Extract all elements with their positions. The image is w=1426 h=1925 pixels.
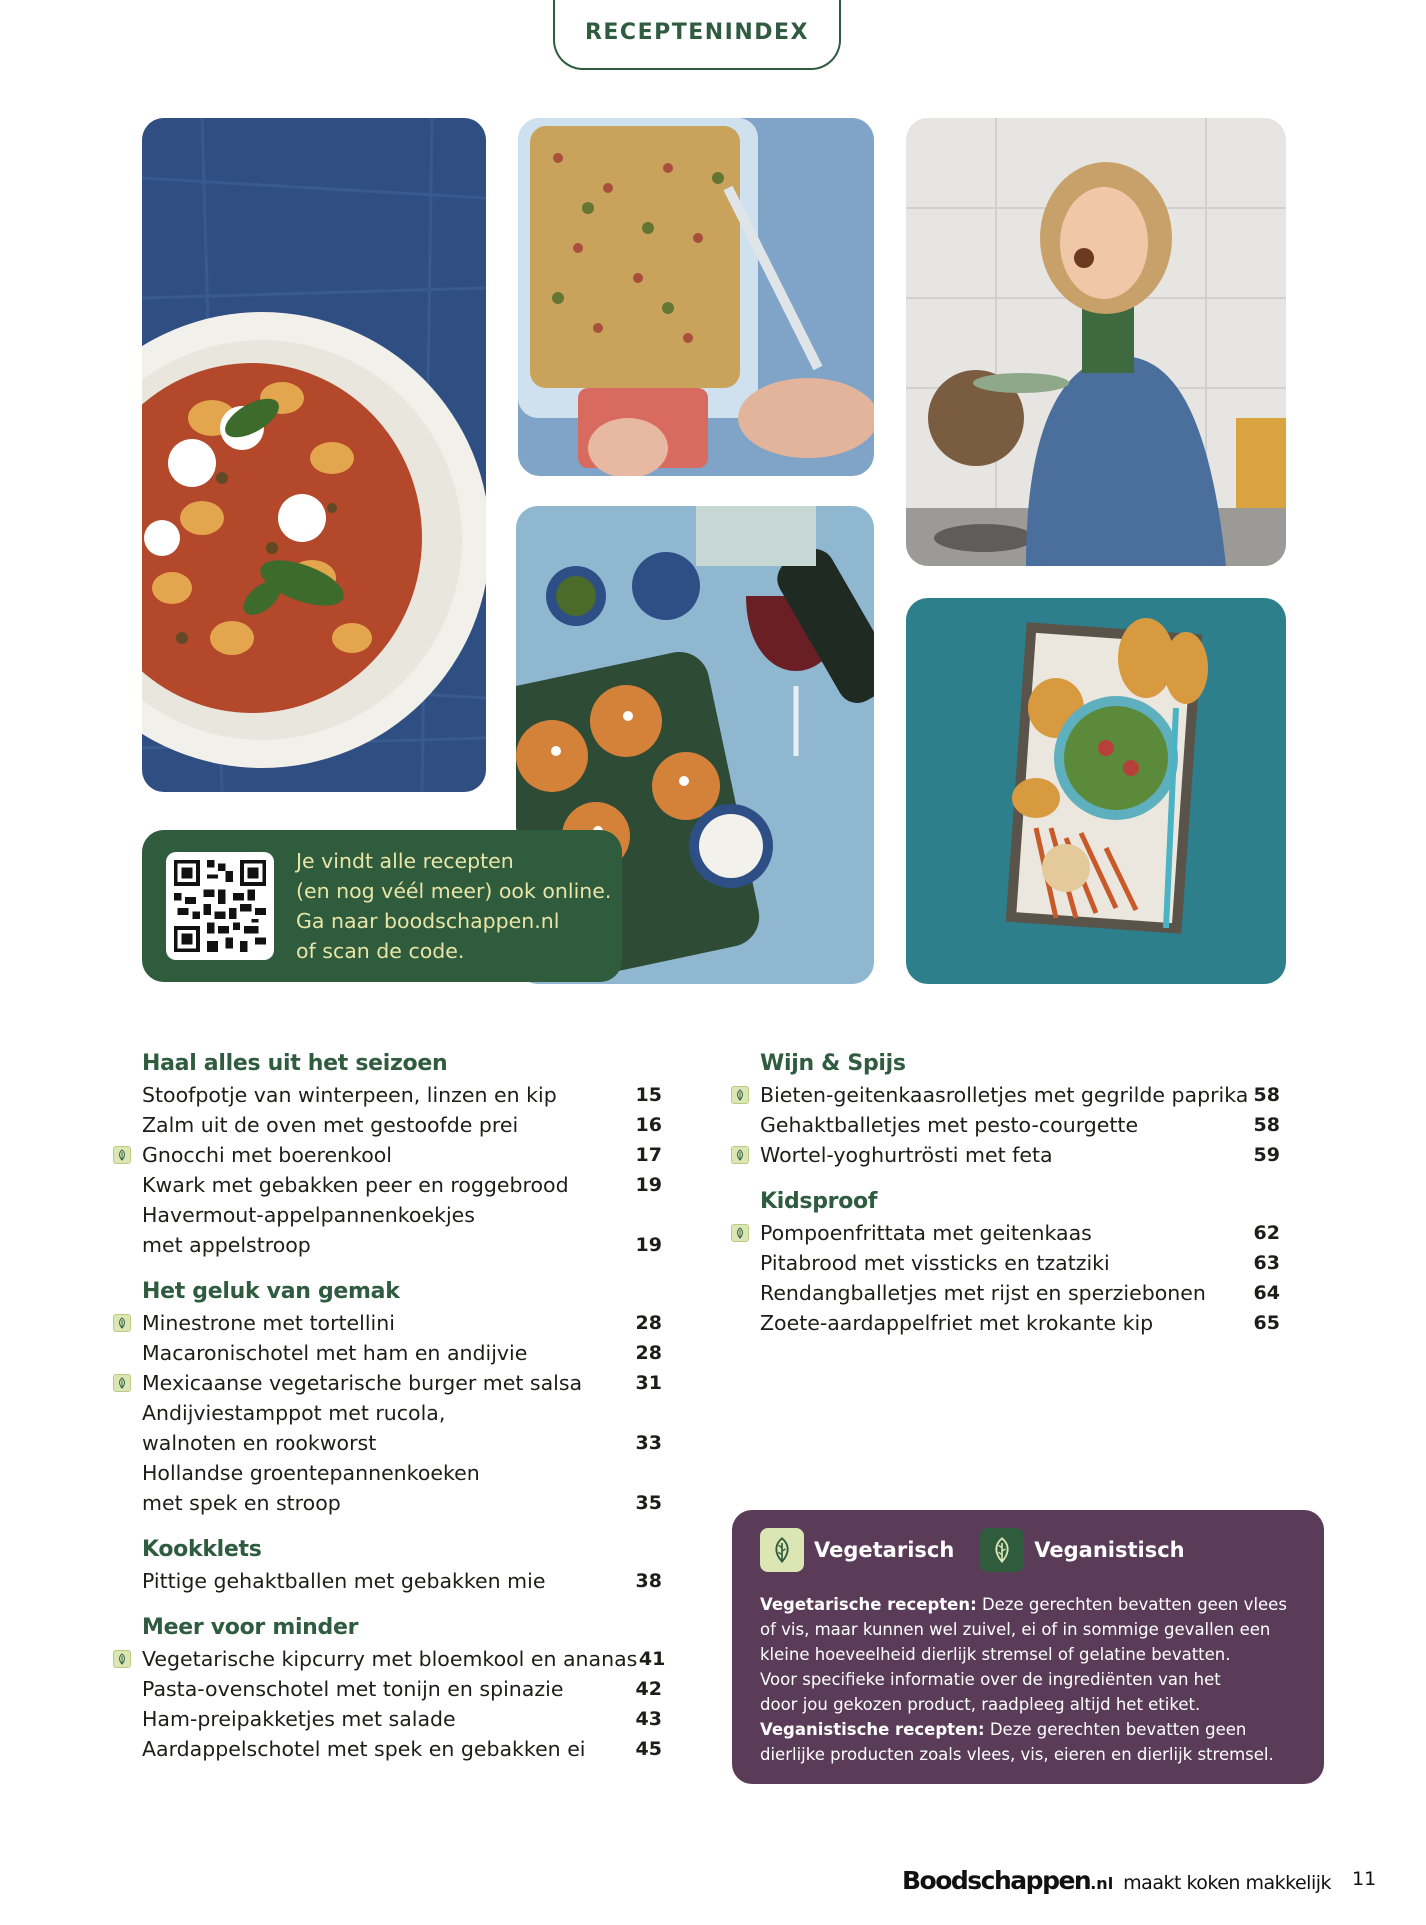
recipe-title xyxy=(142,1140,392,1170)
recipe-title-line: Pasta-ovenschotel met tonijn en spinazie xyxy=(142,1677,564,1701)
recipe-section xyxy=(142,1048,662,1260)
recipe-page-number: 58 xyxy=(1253,1084,1280,1106)
recipe-title-line: met appelstroop xyxy=(142,1233,311,1257)
recipe-entry[interactable] xyxy=(760,1308,1280,1338)
online-text-line: (en nog véél meer) ook online. xyxy=(296,879,612,903)
recipe-entry[interactable] xyxy=(142,1110,662,1140)
recipe-index-right-column xyxy=(760,1048,1280,1354)
recipe-title-line: Wortel-yoghurtrösti met feta xyxy=(760,1143,1053,1167)
recipe-entry[interactable] xyxy=(760,1248,1280,1278)
vegetarian-label: Vegetarisch xyxy=(814,1538,955,1562)
vegetarian-leaf-icon xyxy=(113,1374,131,1392)
legend-line-heading: Veganistische recepten: xyxy=(760,1720,985,1739)
recipe-title-line: Gnocchi met boerenkool xyxy=(142,1143,392,1167)
section-heading: Het geluk van gemak xyxy=(142,1279,400,1304)
online-recipes-box xyxy=(142,830,622,982)
legend-line-text: Deze gerechten bevatten geen vlees xyxy=(976,1595,1287,1614)
legend-line xyxy=(760,1592,1302,1617)
recipe-entry[interactable] xyxy=(760,1140,1280,1170)
recipe-title-line: Rendangballetjes met rijst en sperziebonen xyxy=(760,1281,1206,1305)
recipe-entry[interactable] xyxy=(760,1110,1280,1140)
recipe-section xyxy=(142,1612,666,1764)
recipe-title-line: Macaronischotel met ham en andijvie xyxy=(142,1341,528,1365)
legend-line xyxy=(760,1617,1302,1642)
recipe-title-line: Mexicaanse vegetarische burger met salsa xyxy=(142,1371,583,1395)
recipe-title xyxy=(142,1338,527,1368)
recipe-entry[interactable] xyxy=(142,1080,662,1110)
recipe-title xyxy=(760,1080,1248,1110)
recipe-page-number: 38 xyxy=(635,1570,662,1592)
recipe-page-number: 28 xyxy=(635,1312,662,1334)
recipe-entry[interactable] xyxy=(760,1080,1280,1110)
section-heading: Kidsproof xyxy=(760,1189,878,1214)
recipe-title xyxy=(142,1704,456,1734)
recipe-page-number: 17 xyxy=(635,1144,662,1166)
recipe-title xyxy=(760,1218,1092,1248)
section-heading: Haal alles uit het seizoen xyxy=(142,1051,448,1076)
recipe-title xyxy=(142,1398,445,1458)
recipe-title-line: Pitabrood met vissticks en tzatziki xyxy=(760,1251,1110,1275)
recipe-page-number: 59 xyxy=(1253,1144,1280,1166)
legend-line xyxy=(760,1742,1302,1767)
legend-line-text: door jou gekozen product, raadpleeg altijd het etiket. xyxy=(760,1695,1201,1714)
recipe-title-line: Havermout-appelpannenkoekjes xyxy=(142,1203,475,1227)
recipe-section xyxy=(760,1048,1280,1170)
legend-line-heading: Vegetarische recepten: xyxy=(760,1595,977,1614)
recipe-title xyxy=(142,1674,563,1704)
legend-line-text: of vis, maar kunnen wel zuivel, ei of in sommige gevallen een xyxy=(760,1620,1271,1639)
recipe-section xyxy=(142,1534,662,1596)
recipe-title-line: Hollandse groentepannenkoeken xyxy=(142,1461,480,1485)
vegan-label: Veganistisch xyxy=(1034,1538,1185,1562)
recipe-title-line: Vegetarische kipcurry met bloemkool en ananas xyxy=(142,1647,638,1671)
recipe-title-line: Minestrone met tortellini xyxy=(142,1311,395,1335)
recipe-title-line: Bieten-geitenkaasrolletjes met gegrilde paprika xyxy=(760,1083,1249,1107)
recipe-entry[interactable] xyxy=(142,1644,666,1674)
pasta-ovenschotel-photo xyxy=(518,118,874,476)
vegetarian-leaf-icon xyxy=(113,1146,131,1164)
recipe-title xyxy=(142,1110,518,1140)
recipe-entry[interactable] xyxy=(142,1398,662,1458)
recipe-page-number: 15 xyxy=(635,1084,662,1106)
page-number: 11 xyxy=(1352,1868,1377,1890)
recipe-title xyxy=(760,1308,1153,1338)
online-recipes-text xyxy=(296,846,611,966)
woman-eating-photo xyxy=(906,118,1286,566)
recipe-page-number: 64 xyxy=(1253,1282,1280,1304)
recipe-page-number: 62 xyxy=(1253,1222,1280,1244)
vegetarian-leaf-icon xyxy=(731,1224,749,1242)
recipe-title-line: Gehaktballetjes met pesto-courgette xyxy=(760,1113,1139,1137)
recipe-title-line: Stoofpotje van winterpeen, linzen en kip xyxy=(142,1083,557,1107)
recipe-title xyxy=(142,1368,582,1398)
recipe-page-number: 41 xyxy=(638,1648,666,1670)
brand-tagline: maakt koken makkelijk xyxy=(1123,1872,1332,1894)
recipe-section xyxy=(760,1186,1280,1338)
recipe-section xyxy=(142,1276,662,1518)
recipe-entry[interactable] xyxy=(142,1674,662,1704)
legend-line xyxy=(760,1717,1302,1742)
recipe-page-number: 28 xyxy=(635,1342,662,1364)
brand-logo-tld: .nl xyxy=(1090,1874,1114,1893)
recipe-title xyxy=(760,1110,1138,1140)
recipe-title-line: met spek en stroop xyxy=(142,1491,341,1515)
recipe-entry[interactable] xyxy=(142,1704,662,1734)
vegetarian-leaf-icon xyxy=(113,1314,131,1332)
recipe-page-number: 35 xyxy=(635,1492,662,1514)
recipe-title xyxy=(760,1278,1206,1308)
legend-line xyxy=(760,1642,1302,1667)
section-title: RECEPTENINDEX xyxy=(584,19,810,45)
section-heading: Wijn & Spijs xyxy=(760,1051,906,1076)
section-header-tab xyxy=(553,0,841,70)
recipe-title-line: Pompoenfrittata met geitenkaas xyxy=(760,1221,1092,1245)
recipe-title-line: Andijviestamppot met rucola, xyxy=(142,1401,446,1425)
vegetarian-leaf-icon xyxy=(731,1146,749,1164)
online-text-line: Ga naar boodschappen.nl xyxy=(296,909,560,933)
legend-description xyxy=(760,1592,1302,1767)
recipe-title xyxy=(142,1458,480,1518)
online-text-line: of scan de code. xyxy=(296,939,465,963)
recipe-entry[interactable] xyxy=(142,1368,662,1398)
vegetarian-leaf-icon xyxy=(760,1528,804,1572)
legend-line-text: dierlijke producten zoals vlees, vis, eieren en dierlijk stremsel. xyxy=(760,1745,1274,1764)
recipe-page-number: 42 xyxy=(635,1678,662,1700)
vegetarian-leaf-icon xyxy=(731,1086,749,1104)
recipe-page-number: 58 xyxy=(1253,1114,1280,1136)
recipe-title-line: Ham-preipakketjes met salade xyxy=(142,1707,456,1731)
recipe-entry[interactable] xyxy=(142,1566,662,1596)
section-heading: Kookklets xyxy=(142,1537,262,1562)
recipe-index-left-column xyxy=(142,1048,666,1780)
diet-legend-box xyxy=(732,1510,1324,1784)
recipe-page-number: 33 xyxy=(635,1432,662,1454)
recipe-page-number: 65 xyxy=(1253,1312,1280,1334)
vegan-leaf-icon xyxy=(980,1528,1024,1572)
recipe-entry[interactable] xyxy=(760,1278,1280,1308)
recipe-title-line: Kwark met gebakken peer en roggebrood xyxy=(142,1173,569,1197)
recipe-entry[interactable] xyxy=(142,1308,662,1338)
recipe-page-number: 19 xyxy=(635,1234,662,1256)
recipe-title xyxy=(142,1644,637,1674)
brand-logo: Boodschappen xyxy=(902,1866,1091,1895)
legend-line-text: Deze gerechten bevatten geen xyxy=(984,1720,1247,1739)
qr-code[interactable] xyxy=(166,852,274,960)
legend-line-text: kleine hoeveelheid dierlijk stremsel of gelatine bevatten. xyxy=(760,1645,1231,1664)
recipe-entry[interactable] xyxy=(142,1140,662,1170)
recipe-page-number: 43 xyxy=(635,1708,662,1730)
gnocchi-dish-photo xyxy=(142,118,486,792)
recipe-title xyxy=(760,1140,1053,1170)
online-text-line: Je vindt alle recepten xyxy=(296,849,514,873)
recipe-entry[interactable] xyxy=(142,1458,662,1518)
legend-line xyxy=(760,1667,1302,1692)
recipe-title-line: Zoete-aardappelfriet met krokante kip xyxy=(760,1311,1154,1335)
recipe-page-number: 19 xyxy=(635,1174,662,1196)
fries-and-salad-tray-photo xyxy=(906,598,1286,984)
recipe-entry[interactable] xyxy=(142,1200,662,1260)
recipe-page-number: 31 xyxy=(635,1372,662,1394)
recipe-title xyxy=(142,1734,586,1764)
recipe-entry[interactable] xyxy=(142,1338,662,1368)
recipe-title xyxy=(142,1200,475,1260)
recipe-entry[interactable] xyxy=(142,1734,662,1764)
recipe-title xyxy=(142,1308,395,1338)
vegetarian-leaf-icon xyxy=(113,1650,131,1668)
recipe-entry[interactable] xyxy=(760,1218,1280,1248)
recipe-page-number: 45 xyxy=(635,1738,662,1760)
recipe-title-line: Aardappelschotel met spek en gebakken ei xyxy=(142,1737,586,1761)
recipe-title xyxy=(760,1248,1110,1278)
recipe-title xyxy=(142,1566,545,1596)
recipe-title-line: Pittige gehaktballen met gebakken mie xyxy=(142,1569,546,1593)
legend-line xyxy=(760,1692,1302,1717)
recipe-entry[interactable] xyxy=(142,1170,662,1200)
recipe-title-line: Zalm uit de oven met gestoofde prei xyxy=(142,1113,519,1137)
recipe-title-line: walnoten en rookworst xyxy=(142,1431,377,1455)
section-heading: Meer voor minder xyxy=(142,1615,359,1640)
legend-line-text: Voor specifieke informatie over de ingrediënten van het xyxy=(760,1670,1221,1689)
footer-brand xyxy=(902,1866,1331,1896)
recipe-page-number: 63 xyxy=(1253,1252,1280,1274)
recipe-title xyxy=(142,1170,569,1200)
recipe-title xyxy=(142,1080,557,1110)
recipe-page-number: 16 xyxy=(635,1114,662,1136)
